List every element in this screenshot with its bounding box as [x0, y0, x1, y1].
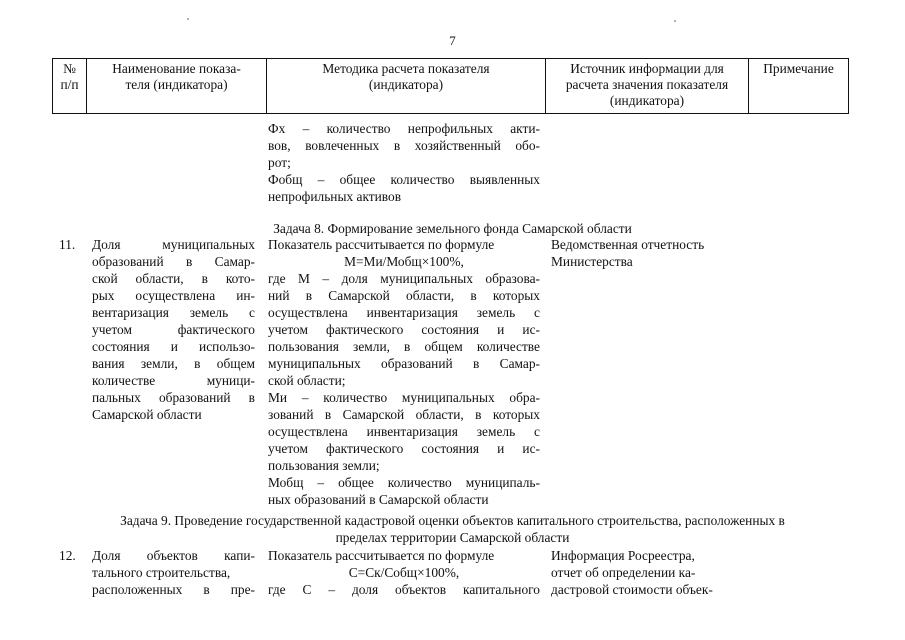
- text-line: ний в Самарской области, в которых: [268, 288, 540, 303]
- text-line: Фобщ – общее количество выявленных: [268, 172, 540, 187]
- text-line: пользования земли, в общем количестве: [268, 339, 540, 354]
- row-12-number: 12.: [59, 548, 76, 563]
- row-12-indicator-name: [92, 547, 255, 598]
- text-line: где С – доля объектов капитального: [268, 582, 540, 597]
- header-text: (индикатора): [368, 77, 444, 92]
- text-line: вов, вовлеченных в хозяйственный обо-: [268, 138, 540, 153]
- text-line: Фх – количество непрофильных акти-: [268, 121, 540, 136]
- header-col-note: [749, 59, 848, 113]
- text-line: Показатель рассчитывается по формуле: [268, 548, 495, 563]
- text-line: Информация Росреестра,: [551, 548, 695, 563]
- text-line: учетом фактического состояния и ис-: [268, 441, 540, 456]
- text-line: зований в Самарской области, в которых: [268, 407, 540, 422]
- header-text: Методика расчета показателя: [322, 61, 490, 76]
- header-text: теля (индикатора): [125, 77, 228, 92]
- scan-speck: [187, 18, 189, 20]
- header-col-method: [267, 59, 546, 113]
- row-12-source: [551, 547, 751, 598]
- text-line: М=Ми/Мобщ×100%,: [344, 254, 464, 269]
- header-text: п/п: [60, 77, 79, 92]
- text-line: ской области, в кото-: [92, 271, 255, 286]
- text-line: состояния и использо-: [92, 339, 255, 354]
- task-8-heading: Задача 8. Формирование земельного фонда Самарской области: [273, 221, 632, 236]
- heading-line: пределах территории Самарской области: [335, 530, 570, 545]
- text-line: ных образований в Самарской области: [268, 492, 489, 507]
- text-line: пальных образований в: [92, 390, 255, 405]
- text-line: тального строительства,: [92, 565, 231, 580]
- text-line: Показатель рассчитывается по формуле: [268, 237, 495, 252]
- text-line: Доля муниципальных: [92, 237, 255, 252]
- text-line: вания земли, в общем: [92, 356, 255, 371]
- heading-line: Задача 9. Проведение государственной кадастровой оценки объектов капитального строительства, расположенных в: [120, 513, 785, 528]
- text-line: С=Ск/Собщ×100%,: [348, 565, 460, 580]
- row-11-source: [551, 236, 751, 270]
- table-header: [52, 58, 849, 114]
- text-line: где М – доля муниципальных образова-: [268, 271, 540, 286]
- text-line: отчет об определении ка-: [551, 565, 696, 580]
- text-line: Самарской области: [92, 407, 202, 422]
- header-text: Наименование показа-: [112, 61, 241, 76]
- text-line: образований в Самар-: [92, 254, 255, 269]
- header-text: расчета значения показателя: [565, 77, 729, 92]
- text-line: муниципальных образований в Самар-: [268, 356, 540, 371]
- text-line: рых осуществлена ин-: [92, 288, 255, 303]
- text-line: непрофильных активов: [268, 189, 402, 204]
- text-line: Мобщ – общее количество муниципаль-: [268, 475, 540, 490]
- text-line: осуществлена инвентаризация земель с: [268, 424, 540, 439]
- text-line: пользования земли;: [268, 458, 380, 473]
- text-line: Ми – количество муниципальных обра-: [268, 390, 540, 405]
- row-11-number: 11.: [59, 237, 76, 252]
- text-line: рот;: [268, 155, 291, 170]
- text-line: Доля объектов капи-: [92, 548, 255, 563]
- page-number: 7: [449, 33, 456, 48]
- text-line: Ведомственная отчетность: [551, 237, 705, 252]
- text-line: осуществлена инвентаризация земель с: [268, 305, 540, 320]
- text-line: дастровой стоимости объек-: [551, 582, 713, 597]
- header-text: Примечание: [763, 61, 834, 76]
- row-11-method: [268, 236, 540, 508]
- header-col-number: [53, 59, 87, 113]
- header-col-source: [546, 59, 749, 113]
- text-line: учетом фактического: [92, 322, 255, 337]
- text-line: учетом фактического состояния и ис-: [268, 322, 540, 337]
- text-line: количестве муници-: [92, 373, 255, 388]
- task-9-heading: [0, 512, 905, 546]
- text-line: ской области;: [268, 373, 346, 388]
- header-text: (индикатора): [609, 93, 685, 108]
- text-line: вентаризация земель с: [92, 305, 255, 320]
- scan-speck: [674, 20, 676, 22]
- text-line: расположенных в пре-: [92, 582, 255, 597]
- header-text: Источник информации для: [570, 61, 724, 76]
- continuation-text: [268, 120, 540, 205]
- row-12-method: [268, 547, 540, 598]
- row-11-indicator-name: [92, 236, 255, 423]
- header-col-name: [87, 59, 267, 113]
- header-text: №: [63, 61, 76, 76]
- text-line: Министерства: [551, 254, 633, 269]
